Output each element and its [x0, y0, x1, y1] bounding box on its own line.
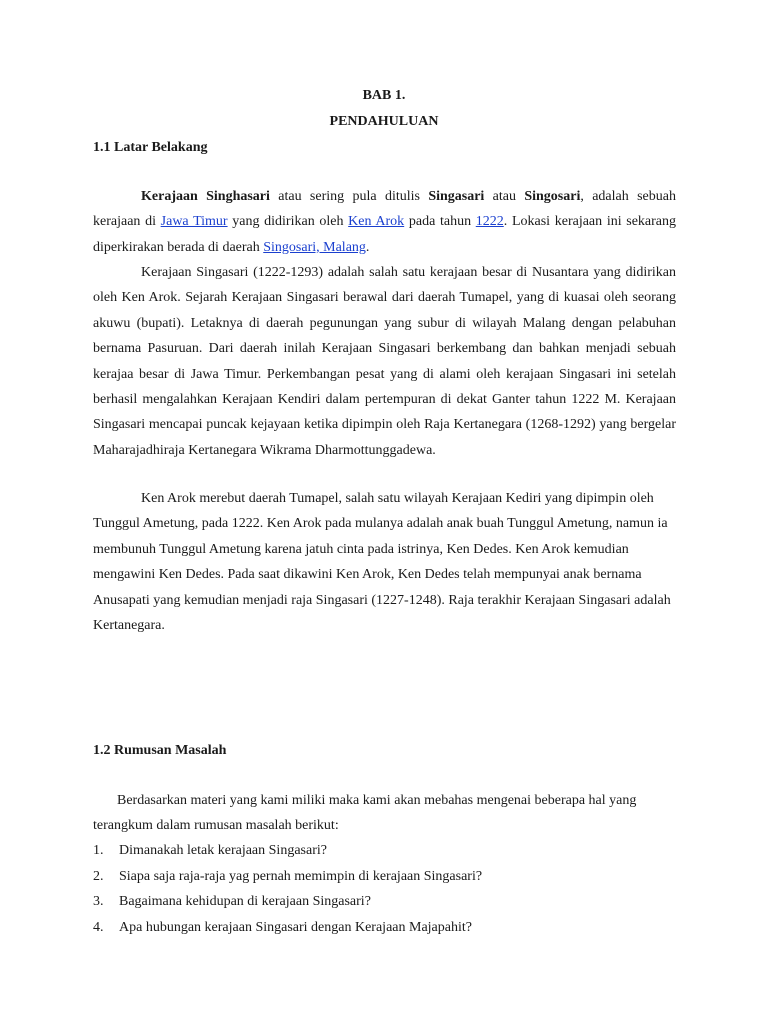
list-number: 2. [93, 868, 104, 884]
list-text: Dimanakah letak kerajaan Singasari? [119, 843, 327, 858]
paragraph-text: pada tahun [404, 214, 476, 230]
list-text: Apa hubungan kerajaan Singasari dengan Kerajaan Majapahit? [119, 919, 472, 935]
link-1222[interactable]: 1222 [475, 214, 504, 230]
paragraph-text: , adalah sebuah kerajaan di [93, 189, 676, 230]
list-number: 3. [93, 894, 104, 909]
paragraph-text: atau [484, 189, 525, 204]
link-ken-arok[interactable]: Ken Arok [348, 214, 405, 230]
link-jawa-timur[interactable]: Jawa Timur [160, 214, 228, 230]
list-text: Bagaimana kehidupan di kerajaan Singasari? [119, 894, 371, 909]
paragraph-text: yang didirikan oleh [227, 214, 349, 230]
paragraph-text: . [365, 239, 370, 255]
chapter-title: PENDAHULUAN [329, 114, 439, 129]
problem-list [93, 838, 676, 940]
paragraph-ken-arok: Ken Arok merebut daerah Tumapel, salah satu wilayah Kerajaan Kediri yang dipimpin oleh Tunggul Ametung, pada 1222. Ken Arok pada mulanya adalah anak buah Tunggul Ametung, namun ia membunuh Tunggul Ametung karena jatuh cinta pada istrinya, Ken Dedes. Ken Arok kemudian mengawini Ken Dedes. Pada saat dikawini Ken Arok, Ken Dedes telah mempunyai anak bernama Anusapati yang kemudian menjadi raja Singasari (1227-1248). Raja terakhir Kerajaan Singasari adalah Kertanegara. [93, 491, 671, 634]
link-singosari-malang[interactable]: Singosari, Malang [263, 239, 366, 255]
paragraph-rumusan-intro: Berdasarkan materi yang kami miliki maka kami akan mebahas mengenai beberapa hal yang terangkum dalam rumusan masalah berikut: [93, 793, 637, 834]
list-item [93, 889, 676, 915]
chapter-number: BAB 1. [362, 88, 406, 103]
bold-term: Singasari [428, 189, 485, 204]
section-heading-latar-belakang: 1.1 Latar Belakang [93, 140, 208, 155]
bold-term: Singosari [524, 189, 581, 204]
list-item [93, 864, 676, 890]
list-number: 1. [93, 843, 104, 858]
list-number: 4. [93, 919, 104, 935]
list-item [93, 915, 676, 941]
paragraph-intro [93, 184, 676, 260]
bold-term: Kerajaan Singhasari [141, 189, 270, 204]
paragraph-text: atau sering pula ditulis [269, 189, 429, 204]
paragraph-text: . Lokasi kerajaan ini sekarang diperkirakan berada di daerah [93, 214, 677, 255]
paragraph-history: Kerajaan Singasari (1222-1293) adalah salah satu kerajaan besar di Nusantara yang didirikan oleh Ken Arok. Sejarah Kerajaan Singasari berawal dari daerah Tumapel, yang di kuasai oleh seorang akuwu (bupati). Letaknya di daerah pegunungan yang subur di wilayah Malang dengan pelabuhan bernama Pasuruan. Dari daerah inilah Kerajaan Singasari berkembang dan bahkan menjadi sebuah kerajaa besar di Jawa Timur. Perkembangan pesat yang di alami oleh kerajaan Singasari ini setelah berhasil mengalahkan Kerajaan Kendiri dalam pertempuran di dekat Ganter tahun 1222 M. Kerajaan Singasari mencapai puncak kejayaan ketika dipimpin oleh Raja Kertanegara (1268-1292) yang bergelar Maharajadhiraja Kertanegara Wikrama Dharmottunggadewa. [93, 265, 676, 458]
list-item [93, 838, 676, 864]
list-text: Siapa saja raja-raja yag pernah memimpin di kerajaan Singasari? [119, 868, 483, 884]
section-heading-rumusan-masalah: 1.2 Rumusan Masalah [93, 743, 227, 758]
